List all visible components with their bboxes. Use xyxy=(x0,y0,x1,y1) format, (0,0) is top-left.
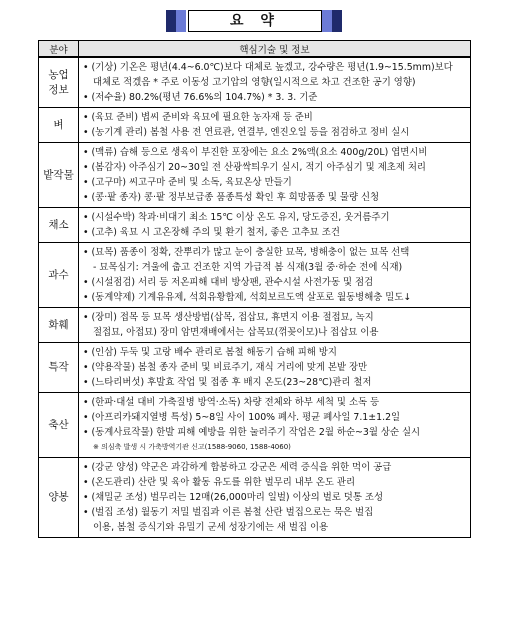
content-line: • (인삼) 두둑 및 고랑 배수 관리로 봄철 해동기 습해 피해 방지 xyxy=(83,347,337,358)
section-content xyxy=(79,308,471,343)
content-line: • (봄감자) 아주심기 20~30일 전 산광싹틔우기 실시, 적기 아주심기 및 제초제 처리 xyxy=(83,162,426,173)
section-category: 화훼 xyxy=(39,308,79,343)
table-row xyxy=(39,343,471,393)
content-line: • (시설점검) 서리 등 저온피해 대비 방상팬, 관수시설 사전가동 및 점검 xyxy=(83,277,374,288)
table-row xyxy=(39,393,471,458)
content-line: • (온도관리) 산란 및 육아 활동 유도를 위한 벌무리 내부 온도 관리 xyxy=(83,477,356,488)
section-content xyxy=(79,57,471,108)
content-line: • (아프리카돼지열병 특성) 5~8일 사이 100% 폐사. 평균 폐사일 7.1±1.2일 xyxy=(83,412,401,423)
section-content xyxy=(79,208,471,243)
content-line: • (고구마) 씨고구마 준비 및 소독, 육묘온상 만들기 xyxy=(83,177,292,188)
table-row xyxy=(39,57,471,108)
content-line: • (콩·팥 종자) 콩·팥 정부보급종 품종특성 확인 후 희망품종 및 물량 신청 xyxy=(83,192,380,203)
section-category: 과수 xyxy=(39,243,79,308)
table-row xyxy=(39,143,471,208)
section-category: 벼 xyxy=(39,108,79,143)
content-line: • (장미) 접목 등 묘목 생산방법(삽목, 접삽묘, 휴면지 이용 절접묘, 녹지 xyxy=(83,312,374,323)
content-line: 이용, 봄철 증식기와 유밀기 군세 성장기에는 새 벌집 이용 xyxy=(93,522,329,533)
table-row xyxy=(39,108,471,143)
content-line: • (벌집 조성) 월동기 저밀 벌집과 이른 봄철 산란 벌집으로는 묵은 벌집 xyxy=(83,507,374,518)
title-decoration xyxy=(332,10,342,32)
section-content xyxy=(79,343,471,393)
table-row xyxy=(39,308,471,343)
content-line: • (채밀군 조성) 벌무리는 12매(26,000마리 일벌) 이상의 벌로 덧통 조성 xyxy=(83,492,384,503)
summary-table xyxy=(38,40,471,538)
section-content xyxy=(79,108,471,143)
content-line: • (동계약제) 기계유유제, 석회유황합제, 석회보르도액 살포로 월동병해충 밀도↓ xyxy=(83,292,412,303)
content-line: 대체로 적겠음 * 주로 이동성 고기압의 영향(일시적으로 차고 건조한 공기 영향) xyxy=(93,77,416,88)
section-category: 채소 xyxy=(39,208,79,243)
header-content: 핵심기술 및 정보 xyxy=(79,41,471,58)
content-line: 절접묘, 아접묘) 장미 암면재배에서는 삽목묘(꺾꽂이모)나 접삽묘 이용 xyxy=(93,327,379,338)
title-decoration xyxy=(176,10,186,32)
content-line: • (고추) 육묘 시 고온장해 주의 및 환기 철저, 좋은 고추묘 조건 xyxy=(83,227,340,238)
content-line: • (시설수박) 착과·비대기 최소 15℃ 이상 온도 유지, 당도증진, 웃거름주기 xyxy=(83,212,390,223)
section-content xyxy=(79,143,471,208)
table-row xyxy=(39,243,471,308)
header-category: 분야 xyxy=(39,41,79,58)
section-category: 특작 xyxy=(39,343,79,393)
table-row xyxy=(39,208,471,243)
section-category: 농업 정보 xyxy=(39,57,79,108)
section-content xyxy=(79,458,471,538)
page-title: 요 약 xyxy=(188,10,322,32)
section-category: 양봉 xyxy=(39,458,79,538)
content-line: • (약용작물) 봄철 종자 준비 및 비료주기, 재식 거리에 맞게 본밭 장만 xyxy=(83,362,368,373)
content-line: • (농기계 관리) 봄철 사용 전 연료관, 연결부, 엔진오일 등을 점검하고 정비 실시 xyxy=(83,127,410,138)
content-line: • (맥류) 습해 등으로 생육이 부진한 포장에는 요소 2%액(요소 400g/20L) 엽면시비 xyxy=(83,147,428,158)
table-row xyxy=(39,458,471,538)
content-line: • (기상) 기온은 평년(4.4~6.0℃)보다 대체로 높겠고, 강수량은 평년(1.9~15.5mm)보다 xyxy=(83,62,453,73)
table-header-row xyxy=(39,41,471,58)
title-bar xyxy=(0,10,508,32)
content-line: • (한파·대설 대비 가축질병 방역·소독) 차량 전체와 하부 세척 및 소독 등 xyxy=(83,397,380,408)
content-line: • (묘목) 품종이 정확, 잔뿌리가 많고 눈이 충실한 묘목, 병해충이 없는 묘목 선택 xyxy=(83,247,410,258)
content-line: • (육묘 준비) 볍씨 준비와 육묘에 필요한 농자재 등 준비 xyxy=(83,112,313,123)
title-decoration xyxy=(322,10,332,32)
title-decoration xyxy=(166,10,176,32)
content-line: - 묘목심기: 겨울에 춥고 건조한 지역 가급적 봄 식재(3월 중·하순 전에 식재) xyxy=(93,262,403,273)
section-category: 축산 xyxy=(39,393,79,458)
content-line: • (강군 양성) 약군은 과감하게 합봉하고 강군은 세력 증식을 위한 먹이 공급 xyxy=(83,462,392,473)
content-line: • (저수율) 80.2%(평년 76.6%의 104.7%) * 3. 3. 기준 xyxy=(83,92,318,103)
note-line: ※ 의심축 발생 시 가축방역기관 신고(1588-9060, 1588-4060) xyxy=(93,443,291,451)
content-line: • (동계사료작물) 한발 피해 예방을 위한 눌러주기 작업은 2월 하순~3월 상순 실시 xyxy=(83,427,421,438)
section-content xyxy=(79,243,471,308)
content-line: • (느타리버섯) 후발효 작업 및 접종 후 배지 온도(23~28℃)관리 철저 xyxy=(83,377,372,388)
section-category: 밭작물 xyxy=(39,143,79,208)
section-content xyxy=(79,393,471,458)
